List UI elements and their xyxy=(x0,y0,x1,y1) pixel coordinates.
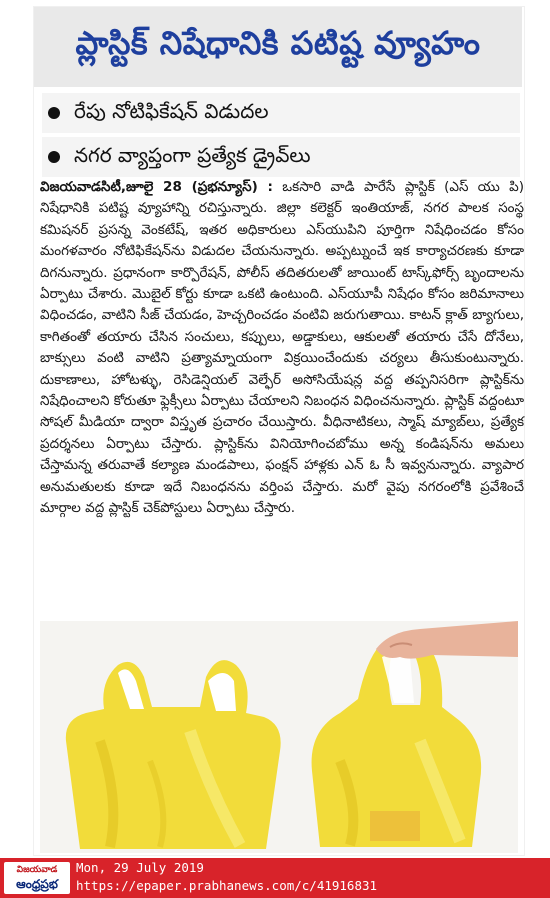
bullet-item xyxy=(42,93,520,133)
bullet-icon xyxy=(48,151,60,163)
headline-box xyxy=(34,7,522,87)
newspaper-clipping xyxy=(33,6,525,856)
bullet-item xyxy=(42,137,520,177)
newspaper-logo xyxy=(4,862,70,894)
plastic-bags-photo xyxy=(40,621,518,853)
publication-date: Mon, 29 July 2019 xyxy=(76,860,204,875)
logo-edition: విజయవాడ xyxy=(16,865,58,875)
article-text: ఒకసారి వాడి పారేసే ప్లాస్టిక్ (ఎస్ యు పి) నిషేధానికి పటిష్ట వ్యూహాన్ని రచిస్తున్నారు. జిల్లా కలెక్టర్ ఇంతియాజ్, నగర పాలక సంస్థ కమిషనర్ ప్రసన్న వెంకటేష్, ఇతర అధికారులు ఎస్‌యుపిని పూర్తిగా నిషేధించడం కోసం మంగళవారం నోటిఫికేషన్‌ను విడుదల చేయనున్నారు. అప్పట్నుంచే ఇక కార్యాచరణకు కూడా దిగనున్నారు. ప్రధానంగా కార్పొరేషన్, పోలీస్ తదితరులతో జాయింట్ టాస్క్‌ఫోర్స్ బృందాలను ఏర్పాటు చేశారు. మొబైల్ కోర్టు కూడా ఒకటి ఉంటుంది. ఎస్‌యూపీ నిషేధం కోసం జరిమానాలు విధించడం, వాటిని సీజ్ చేయడం, హెచ్చరించడం వంటివి జరుగుతాయి. కాటన్ క్లాత్ బ్యాగులు, కాగితంతో తయారు చేసిన సంచులు, కప్పులు, అడ్డాకులు, ఆకులతో తయారు చేసే దోనేలు, బాక్సులు వంటి వాటిని ప్రత్యామ్నాయంగా విక్రయించేందుకు చర్యలు తీసుకుంటున్నారు. దుకాణాలు, హోటళ్ళు, రెసిడెన్షియల్ వెల్ఫేర్ అసోసియేషన్ల వద్ద తప్పనిసరిగా ప్లాస్టిక్‌ను నిషేధించాలని కోరుతూ ఫ్లెక్సీలు ఏర్పాటు చేయాలని నిబంధన విధించనున్నారు. ప్లాస్టిక్ వద్దంటూ సోషల్ మీడియా ద్వారా విస్తృత ప్రచారం చేయిస్తారు. వీధినాటికలు, స్మాష్ మ్యాబ్‌లు, ప్రత్యేక ప్రదర్శనలు ఏర్పాటు చేస్తారు. ప్లాస్టిక్‌ను వినియోగించబోము అన్న కండిషన్‌ను అమలు చేస్తామన్న తరువాతే కల్యాణ మండపాలు, ఫంక్షన్ హాళ్లకు ఎన్ ఓ సీ ఇవ్వనున్నారు. వ్యాపార అనుమతులకు కూడా ఇదే నిబంధనను వర్తింప చేస్తారు. మరో వైపు నగరంలోకి ప్రవేశించే మార్గాల వద్ద ప్లాస్టిక్ చెక్‌పోస్టులు ఏర్పాటు చేస్తారు. xyxy=(40,179,524,517)
source-url[interactable]: https://epaper.prabhanews.com/c/41916831 xyxy=(76,878,378,893)
dateline: విజయవాడసిటీ,జూలై 28 (ప్రభన్యూస్) : xyxy=(40,179,273,195)
plastic-bags-illustration xyxy=(40,621,518,853)
logo-title: ఆంధ్రప్రభ xyxy=(16,877,58,891)
bullet-text: నగర వ్యాప్తంగా ప్రత్యేక డ్రైవ్‌లు xyxy=(74,142,311,167)
article-body xyxy=(40,177,524,520)
bullet-icon xyxy=(48,107,60,119)
bullet-text: రేపు నోటిఫికేషన్ విడుదల xyxy=(74,98,269,123)
footer-bar xyxy=(0,858,550,898)
bullet-list xyxy=(42,93,520,181)
headline: ప్లాస్టిక్ నిషేధానికి పటిష్ట వ్యూహం xyxy=(75,24,481,62)
